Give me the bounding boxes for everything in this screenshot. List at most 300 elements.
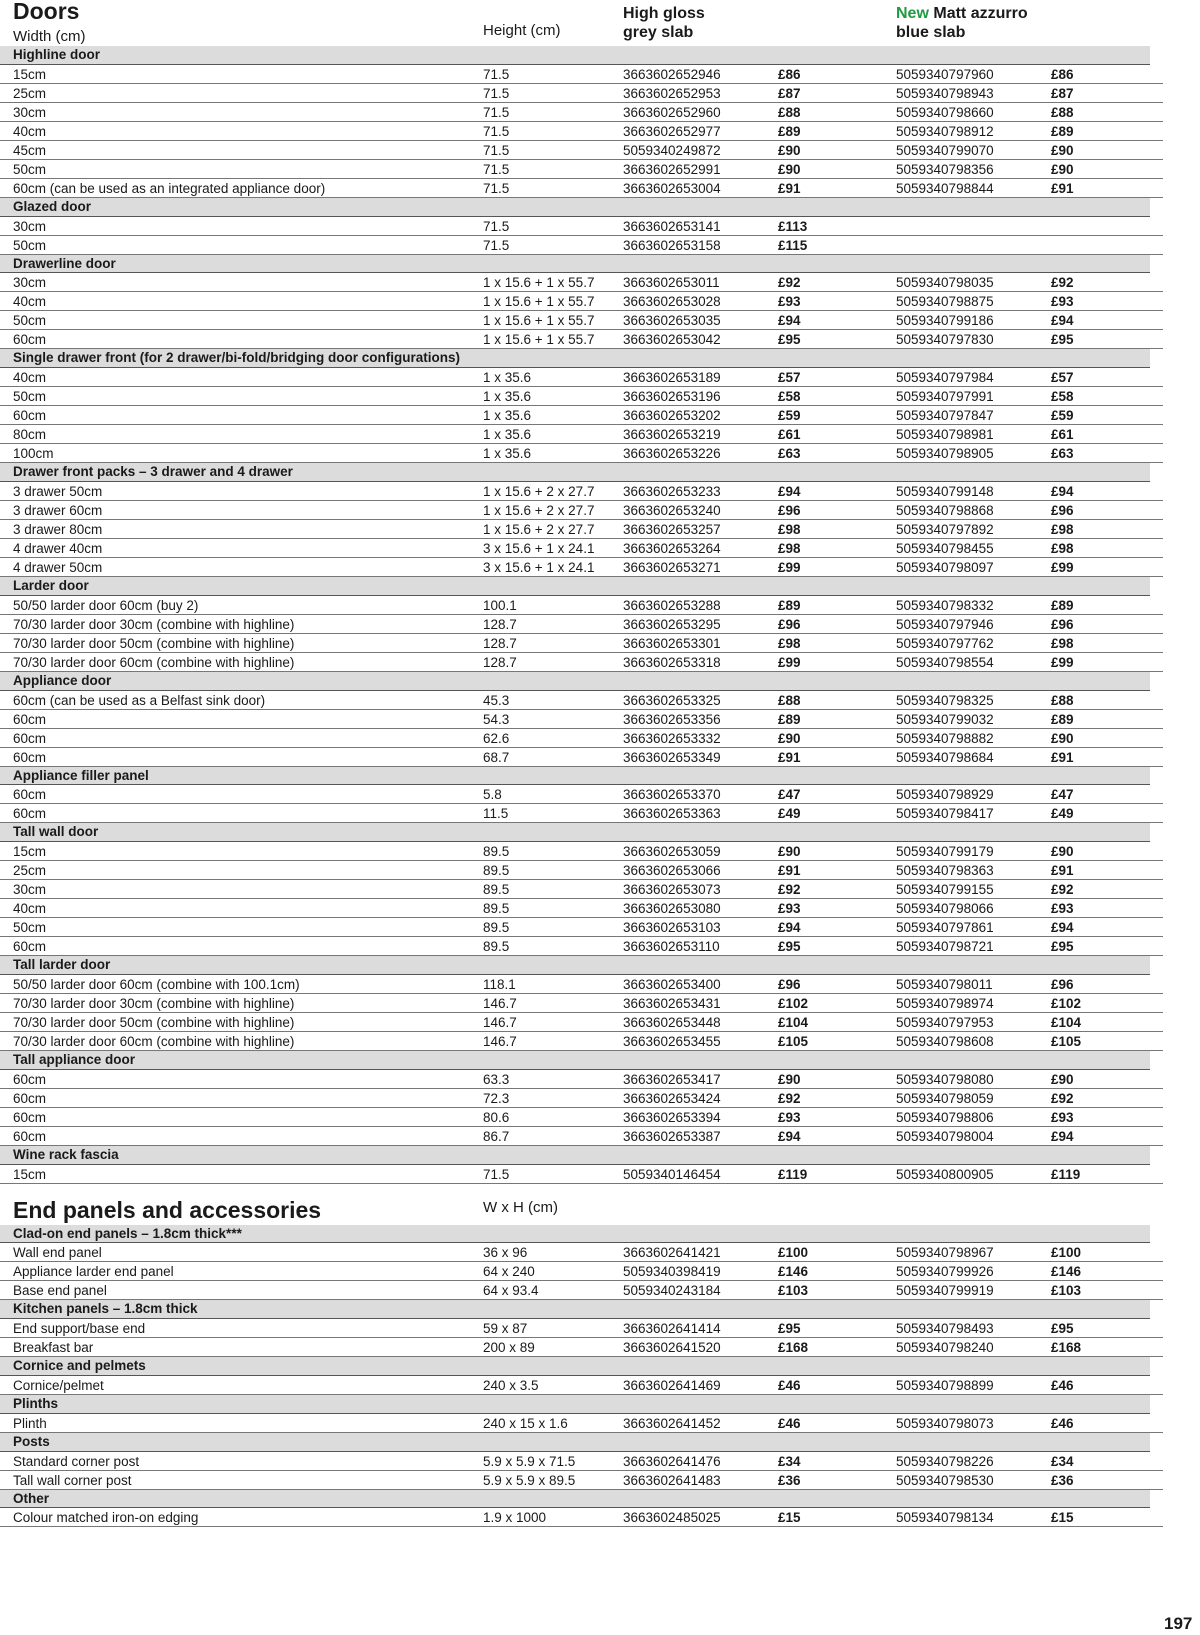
table-row <box>0 1281 1163 1300</box>
high-gloss-price-cell: £96 <box>778 616 801 632</box>
high-gloss-price-cell: £36 <box>778 1472 801 1488</box>
matt-azzurro-price-cell: £89 <box>1051 711 1074 727</box>
matt-azzurro-code-cell: 5059340797861 <box>896 920 994 936</box>
matt-azzurro-code-cell: 5059340798882 <box>896 730 994 746</box>
width-cell: 70/30 larder door 30cm (combine with highline) <box>13 616 295 632</box>
matt-azzurro-code-cell: 5059340798059 <box>896 1090 994 1106</box>
matt-azzurro-price-cell: £88 <box>1051 692 1074 708</box>
height-cell: 128.7 <box>483 654 517 670</box>
height-cell: 1 x 35.6 <box>483 446 532 462</box>
high-gloss-price-cell: £95 <box>778 332 801 348</box>
section-header: Single drawer front (for 2 drawer/bi-fold/bridging door configurations) <box>0 349 1150 368</box>
table-row <box>0 311 1163 330</box>
table-row <box>0 842 1163 861</box>
table-row <box>0 899 1163 918</box>
width-cell: 60cm (can be used as an integrated appliance door) <box>13 180 326 196</box>
width-cell: 80cm <box>13 427 47 443</box>
width-cell: 15cm <box>13 844 47 860</box>
table-row <box>0 785 1163 804</box>
high-gloss-price-cell: £90 <box>778 1071 801 1087</box>
high-gloss-code-cell: 3663602653196 <box>623 389 721 405</box>
height-cell: 200 x 89 <box>483 1340 535 1356</box>
matt-azzurro-code-cell: 5059340798325 <box>896 692 994 708</box>
high-gloss-code-cell: 3663602653066 <box>623 863 721 879</box>
high-gloss-price-cell: £34 <box>778 1453 801 1469</box>
height-cell: 71.5 <box>483 237 510 253</box>
width-cell: 60cm <box>13 787 47 803</box>
width-cell: 70/30 larder door 60cm (combine with highline) <box>13 654 295 670</box>
matt-azzurro-price-cell: £49 <box>1051 806 1074 822</box>
high-gloss-code-cell: 3663602653295 <box>623 616 721 632</box>
high-gloss-code-cell: 5059340249872 <box>623 142 721 158</box>
table-row <box>0 122 1163 141</box>
matt-azzurro-price-cell: £146 <box>1051 1264 1082 1280</box>
matt-azzurro-code-cell: 5059340798974 <box>896 995 994 1011</box>
high-gloss-code-cell: 3663602652946 <box>623 66 721 82</box>
width-cell: 50cm <box>13 313 47 329</box>
matt-azzurro-code-cell: 5059340798417 <box>896 806 994 822</box>
high-gloss-code-cell: 3663602485025 <box>623 1510 721 1526</box>
table-row <box>0 217 1163 236</box>
height-cell: 1 x 35.6 <box>483 408 532 424</box>
table-row <box>0 1319 1163 1338</box>
high-gloss-code-cell: 3663602653301 <box>623 635 721 651</box>
width-cell: 30cm <box>13 104 47 120</box>
height-cell: 64 x 240 <box>483 1264 535 1280</box>
high-gloss-code-cell: 5059340146454 <box>623 1166 721 1182</box>
width-cell: 70/30 larder door 60cm (combine with highline) <box>13 1033 295 1049</box>
high-gloss-price-cell: £47 <box>778 787 801 803</box>
matt-azzurro-code-cell: 5059340799155 <box>896 882 994 898</box>
high-gloss-price-cell: £93 <box>778 294 801 310</box>
matt-azzurro-price-cell: £89 <box>1051 597 1074 613</box>
matt-azzurro-code-cell: 5059340799032 <box>896 711 994 727</box>
high-gloss-price-cell: £88 <box>778 692 801 708</box>
width-cell: Appliance larder end panel <box>13 1264 174 1280</box>
high-gloss-price-cell: £90 <box>778 142 801 158</box>
matt-azzurro-code-cell: 5059340798912 <box>896 123 994 139</box>
width-cell: 25cm <box>13 85 47 101</box>
table-row <box>0 653 1163 672</box>
width-cell: 45cm <box>13 142 47 158</box>
table-row <box>0 425 1163 444</box>
high-gloss-code-cell: 3663602653431 <box>623 995 721 1011</box>
high-gloss-code-cell: 3663602652977 <box>623 123 721 139</box>
height-cell: 36 x 96 <box>483 1245 528 1261</box>
height-cell: 89.5 <box>483 920 510 936</box>
height-cell: 71.5 <box>483 218 510 234</box>
high-gloss-code-cell: 3663602653356 <box>623 711 721 727</box>
width-cell: 50cm <box>13 237 47 253</box>
table-row <box>0 179 1163 198</box>
matt-azzurro-price-cell: £94 <box>1051 313 1074 329</box>
page-number: 197 <box>1164 1614 1193 1633</box>
high-gloss-price-cell: £61 <box>778 427 801 443</box>
high-gloss-price-cell: £99 <box>778 654 801 670</box>
high-gloss-price-cell: £146 <box>778 1264 809 1280</box>
height-cell: 89.5 <box>483 882 510 898</box>
section-header: Cornice and pelmets <box>0 1357 1150 1376</box>
height-cell: 1 x 35.6 <box>483 370 532 386</box>
height-cell: 63.3 <box>483 1071 510 1087</box>
matt-azzurro-price-cell: £90 <box>1051 844 1074 860</box>
finish-column-high-gloss-line2: grey slab <box>623 24 694 41</box>
panels-table <box>0 1225 1200 1528</box>
high-gloss-code-cell: 3663602653455 <box>623 1033 721 1049</box>
width-cell: 30cm <box>13 275 47 291</box>
height-cell: 1 x 15.6 + 2 x 27.7 <box>483 521 595 537</box>
matt-azzurro-code-cell: 5059340798011 <box>896 976 993 992</box>
matt-azzurro-code-cell: 5059340798004 <box>896 1128 994 1144</box>
table-row <box>0 1414 1163 1433</box>
width-cell: 60cm <box>13 939 47 955</box>
table-row <box>0 558 1163 577</box>
high-gloss-code-cell: 3663602653288 <box>623 597 721 613</box>
high-gloss-price-cell: £96 <box>778 976 801 992</box>
matt-azzurro-price-cell: £95 <box>1051 939 1074 955</box>
matt-azzurro-price-cell: £96 <box>1051 616 1074 632</box>
height-cell: 1.9 x 1000 <box>483 1510 547 1526</box>
width-cell: 40cm <box>13 123 47 139</box>
matt-azzurro-price-cell: £105 <box>1051 1033 1082 1049</box>
matt-azzurro-price-cell: £90 <box>1051 730 1074 746</box>
high-gloss-price-cell: £86 <box>778 66 801 82</box>
section-header: Tall larder door <box>0 956 1150 975</box>
high-gloss-code-cell: 3663602652991 <box>623 161 721 177</box>
matt-azzurro-code-cell: 5059340798684 <box>896 749 994 765</box>
high-gloss-price-cell: £46 <box>778 1415 801 1431</box>
high-gloss-price-cell: £93 <box>778 901 801 917</box>
table-row <box>0 84 1163 103</box>
table-row <box>0 748 1163 767</box>
matt-azzurro-price-cell: £91 <box>1051 749 1074 765</box>
width-cell: 60cm <box>13 1090 47 1106</box>
height-cell: 5.9 x 5.9 x 71.5 <box>483 1453 576 1469</box>
matt-azzurro-price-cell: £89 <box>1051 123 1074 139</box>
matt-azzurro-price-cell: £98 <box>1051 635 1074 651</box>
high-gloss-price-cell: £104 <box>778 1014 809 1030</box>
matt-azzurro-code-cell: 5059340798240 <box>896 1340 994 1356</box>
height-cell: 89.5 <box>483 863 510 879</box>
matt-azzurro-code-cell: 5059340798554 <box>896 654 994 670</box>
high-gloss-code-cell: 3663602653240 <box>623 502 721 518</box>
high-gloss-price-cell: £91 <box>778 180 801 196</box>
matt-azzurro-price-cell: £34 <box>1051 1453 1074 1469</box>
matt-azzurro-code-cell: 5059340798967 <box>896 1245 994 1261</box>
matt-azzurro-code-cell: 5059340798134 <box>896 1510 994 1526</box>
width-cell: Colour matched iron-on edging <box>13 1510 199 1526</box>
height-cell: 68.7 <box>483 749 510 765</box>
high-gloss-code-cell: 3663602653424 <box>623 1090 721 1106</box>
width-cell: 30cm <box>13 882 47 898</box>
table-row <box>0 880 1163 899</box>
high-gloss-code-cell: 3663602653400 <box>623 976 721 992</box>
width-cell: End support/base end <box>13 1321 146 1337</box>
finish-column-matt-azzurro-line1: Matt azzurro <box>933 5 1028 22</box>
height-cell: 128.7 <box>483 635 517 651</box>
table-row <box>0 160 1163 179</box>
high-gloss-code-cell: 3663602653110 <box>623 939 720 955</box>
high-gloss-code-cell: 3663602653004 <box>623 180 721 196</box>
width-cell: 15cm <box>13 1166 47 1182</box>
panels-title: End panels and accessories <box>13 1196 322 1223</box>
matt-azzurro-code-cell: 5059340798608 <box>896 1033 994 1049</box>
table-row <box>0 975 1163 994</box>
width-cell: 60cm (can be used as a Belfast sink door) <box>13 692 266 708</box>
high-gloss-price-cell: £94 <box>778 483 801 499</box>
section-header: Tall wall door <box>0 823 1150 842</box>
high-gloss-price-cell: £91 <box>778 749 801 765</box>
matt-azzurro-price-cell: £58 <box>1051 389 1074 405</box>
height-cell: 89.5 <box>483 844 510 860</box>
high-gloss-code-cell: 3663602653318 <box>623 654 721 670</box>
matt-azzurro-code-cell: 5059340798455 <box>896 540 994 556</box>
width-cell: 60cm <box>13 749 47 765</box>
high-gloss-code-cell: 3663602653226 <box>623 446 721 462</box>
high-gloss-price-cell: £113 <box>778 218 808 234</box>
high-gloss-code-cell: 3663602653394 <box>623 1109 721 1125</box>
matt-azzurro-code-cell: 5059340798356 <box>896 161 994 177</box>
table-row <box>0 292 1163 311</box>
matt-azzurro-price-cell: £61 <box>1051 427 1074 443</box>
height-cell: 1 x 15.6 + 2 x 27.7 <box>483 483 595 499</box>
table-row <box>0 482 1163 501</box>
matt-azzurro-price-cell: £90 <box>1051 142 1074 158</box>
matt-azzurro-code-cell: 5059340798981 <box>896 427 994 443</box>
table-row <box>0 520 1163 539</box>
table-row <box>0 1471 1163 1490</box>
high-gloss-code-cell: 3663602653219 <box>623 427 721 443</box>
high-gloss-code-cell: 3663602653387 <box>623 1128 721 1144</box>
high-gloss-price-cell: £92 <box>778 275 801 291</box>
matt-azzurro-price-cell: £46 <box>1051 1377 1074 1393</box>
width-cell: 3 drawer 60cm <box>13 502 103 518</box>
height-cell: 1 x 15.6 + 1 x 55.7 <box>483 313 595 329</box>
matt-azzurro-price-cell: £92 <box>1051 275 1074 291</box>
section-header: Appliance door <box>0 672 1150 691</box>
matt-azzurro-price-cell: £99 <box>1051 654 1074 670</box>
matt-azzurro-code-cell: 5059340798943 <box>896 85 994 101</box>
height-cell: 71.5 <box>483 104 510 120</box>
matt-azzurro-code-cell: 5059340798080 <box>896 1071 994 1087</box>
high-gloss-code-cell: 3663602653202 <box>623 408 721 424</box>
matt-azzurro-code-cell: 5059340797892 <box>896 521 994 537</box>
matt-azzurro-code-cell: 5059340798844 <box>896 180 994 196</box>
matt-azzurro-price-cell: £95 <box>1051 332 1074 348</box>
matt-azzurro-code-cell: 5059340797946 <box>896 616 994 632</box>
high-gloss-price-cell: £92 <box>778 882 801 898</box>
high-gloss-price-cell: £90 <box>778 844 801 860</box>
doors-header <box>0 0 1200 46</box>
table-row <box>0 330 1163 349</box>
width-cell: Plinth <box>13 1415 47 1431</box>
matt-azzurro-code-cell: 5059340799148 <box>896 483 994 499</box>
height-column-label: Height (cm) <box>483 22 561 39</box>
doors-title: Doors <box>13 0 80 24</box>
table-row <box>0 1070 1163 1089</box>
section-header: Drawer front packs – 3 drawer and 4 drawer <box>0 463 1150 482</box>
table-row <box>0 1127 1163 1146</box>
matt-azzurro-price-cell: £15 <box>1051 1510 1074 1526</box>
high-gloss-code-cell: 3663602653103 <box>623 920 721 936</box>
high-gloss-code-cell: 3663602653257 <box>623 521 721 537</box>
height-cell: 100.1 <box>483 597 517 613</box>
high-gloss-code-cell: 3663602641469 <box>623 1377 721 1393</box>
high-gloss-price-cell: £94 <box>778 920 801 936</box>
matt-azzurro-code-cell: 5059340798332 <box>896 597 994 613</box>
matt-azzurro-price-cell: £63 <box>1051 446 1074 462</box>
high-gloss-price-cell: £105 <box>778 1033 809 1049</box>
height-cell: 54.3 <box>483 711 510 727</box>
matt-azzurro-price-cell: £98 <box>1051 540 1074 556</box>
width-cell: 60cm <box>13 332 47 348</box>
table-row <box>0 501 1163 520</box>
high-gloss-price-cell: £115 <box>778 237 808 253</box>
table-row <box>0 406 1163 425</box>
matt-azzurro-price-cell: £94 <box>1051 920 1074 936</box>
height-cell: 86.7 <box>483 1128 510 1144</box>
high-gloss-code-cell: 3663602653332 <box>623 730 721 746</box>
high-gloss-code-cell: 5059340398419 <box>623 1264 721 1280</box>
high-gloss-price-cell: £57 <box>778 370 801 386</box>
table-row <box>0 691 1163 710</box>
table-row <box>0 65 1163 84</box>
high-gloss-price-cell: £98 <box>778 635 801 651</box>
high-gloss-price-cell: £88 <box>778 104 801 120</box>
height-cell: 11.5 <box>483 806 509 822</box>
height-cell: 1 x 15.6 + 1 x 55.7 <box>483 332 595 348</box>
width-cell: 60cm <box>13 806 47 822</box>
width-cell: 60cm <box>13 711 47 727</box>
height-cell: 71.5 <box>483 161 510 177</box>
high-gloss-code-cell: 3663602653141 <box>623 218 721 234</box>
matt-azzurro-price-cell: £96 <box>1051 502 1074 518</box>
table-row <box>0 1508 1163 1527</box>
matt-azzurro-code-cell: 5059340798530 <box>896 1472 994 1488</box>
width-cell: 40cm <box>13 901 47 917</box>
matt-azzurro-price-cell: £94 <box>1051 483 1074 499</box>
height-cell: 62.6 <box>483 730 510 746</box>
matt-azzurro-price-cell: £57 <box>1051 370 1074 386</box>
width-cell: 15cm <box>13 66 47 82</box>
section-header: Posts <box>0 1433 1150 1452</box>
width-cell: 50/50 larder door 60cm (combine with 100.1cm) <box>13 976 300 992</box>
high-gloss-price-cell: £87 <box>778 85 801 101</box>
width-column-label: Width (cm) <box>13 28 86 45</box>
height-cell: 71.5 <box>483 142 510 158</box>
high-gloss-price-cell: £92 <box>778 1090 801 1106</box>
high-gloss-code-cell: 3663602653035 <box>623 313 721 329</box>
matt-azzurro-code-cell: 5059340798806 <box>896 1109 994 1125</box>
matt-azzurro-code-cell: 5059340798905 <box>896 446 994 462</box>
high-gloss-code-cell: 3663602653042 <box>623 332 721 348</box>
height-cell: 5.8 <box>483 787 502 803</box>
section-header: Tall appliance door <box>0 1051 1150 1070</box>
section-header: Glazed door <box>0 198 1150 217</box>
high-gloss-price-cell: £58 <box>778 389 801 405</box>
high-gloss-code-cell: 3663602652953 <box>623 85 721 101</box>
table-row <box>0 273 1163 292</box>
section-header: Larder door <box>0 577 1150 596</box>
table-row <box>0 1376 1163 1395</box>
width-cell: 60cm <box>13 1128 47 1144</box>
section-header: Plinths <box>0 1395 1150 1414</box>
high-gloss-code-cell: 3663602653059 <box>623 844 721 860</box>
section-header: Clad-on end panels – 1.8cm thick*** <box>0 1225 1150 1244</box>
width-cell: 50/50 larder door 60cm (buy 2) <box>13 597 199 613</box>
matt-azzurro-price-cell: £93 <box>1051 294 1074 310</box>
width-cell: 40cm <box>13 294 47 310</box>
high-gloss-code-cell: 3663602653325 <box>623 692 721 708</box>
height-cell: 71.5 <box>483 85 510 101</box>
width-cell: Tall wall corner post <box>13 1472 132 1488</box>
high-gloss-code-cell: 3663602641476 <box>623 1453 721 1469</box>
table-row <box>0 368 1163 387</box>
height-cell: 71.5 <box>483 123 510 139</box>
width-cell: 50cm <box>13 389 47 405</box>
height-cell: 89.5 <box>483 901 510 917</box>
matt-azzurro-code-cell: 5059340798035 <box>896 275 994 291</box>
new-badge: New <box>896 5 929 22</box>
finish-column-matt-azzurro-line2: blue slab <box>896 24 966 41</box>
high-gloss-price-cell: £49 <box>778 806 801 822</box>
table-row <box>0 1108 1163 1127</box>
matt-azzurro-code-cell: 5059340799919 <box>896 1283 994 1299</box>
width-cell: 70/30 larder door 30cm (combine with highline) <box>13 995 295 1011</box>
table-row <box>0 937 1163 956</box>
high-gloss-code-cell: 3663602653271 <box>623 559 721 575</box>
high-gloss-code-cell: 3663602653011 <box>623 275 720 291</box>
panels-header <box>0 1187 1200 1225</box>
width-cell: Cornice/pelmet <box>13 1377 104 1393</box>
high-gloss-price-cell: £95 <box>778 1321 801 1337</box>
matt-azzurro-price-cell: £36 <box>1051 1472 1074 1488</box>
section-header: Appliance filler panel <box>0 767 1150 786</box>
matt-azzurro-code-cell: 5059340798899 <box>896 1377 994 1393</box>
table-row <box>0 596 1163 615</box>
matt-azzurro-price-cell: £47 <box>1051 787 1074 803</box>
high-gloss-price-cell: £89 <box>778 711 801 727</box>
height-cell: 1 x 15.6 + 2 x 27.7 <box>483 502 595 518</box>
height-cell: 45.3 <box>483 692 510 708</box>
high-gloss-code-cell: 3663602653417 <box>623 1071 721 1087</box>
matt-azzurro-price-cell: £104 <box>1051 1014 1082 1030</box>
table-row <box>0 1089 1163 1108</box>
section-header: Kitchen panels – 1.8cm thick <box>0 1300 1150 1319</box>
width-cell: 50cm <box>13 920 47 936</box>
high-gloss-price-cell: £95 <box>778 939 801 955</box>
high-gloss-price-cell: £59 <box>778 408 801 424</box>
width-cell: 25cm <box>13 863 47 879</box>
matt-azzurro-code-cell: 5059340797762 <box>896 635 994 651</box>
matt-azzurro-code-cell: 5059340798097 <box>896 559 994 575</box>
matt-azzurro-price-cell: £119 <box>1051 1166 1081 1182</box>
width-cell: 60cm <box>13 408 47 424</box>
high-gloss-price-cell: £93 <box>778 1109 801 1125</box>
matt-azzurro-code-cell: 5059340798721 <box>896 939 994 955</box>
height-cell: 64 x 93.4 <box>483 1283 539 1299</box>
table-row <box>0 918 1163 937</box>
table-row <box>0 1338 1163 1357</box>
high-gloss-price-cell: £90 <box>778 161 801 177</box>
matt-azzurro-price-cell: £102 <box>1051 995 1082 1011</box>
high-gloss-price-cell: £100 <box>778 1245 809 1261</box>
matt-azzurro-price-cell: £87 <box>1051 85 1074 101</box>
height-cell: 72.3 <box>483 1090 510 1106</box>
table-row <box>0 1452 1163 1471</box>
high-gloss-code-cell: 3663602653158 <box>623 237 721 253</box>
width-cell: 60cm <box>13 730 47 746</box>
